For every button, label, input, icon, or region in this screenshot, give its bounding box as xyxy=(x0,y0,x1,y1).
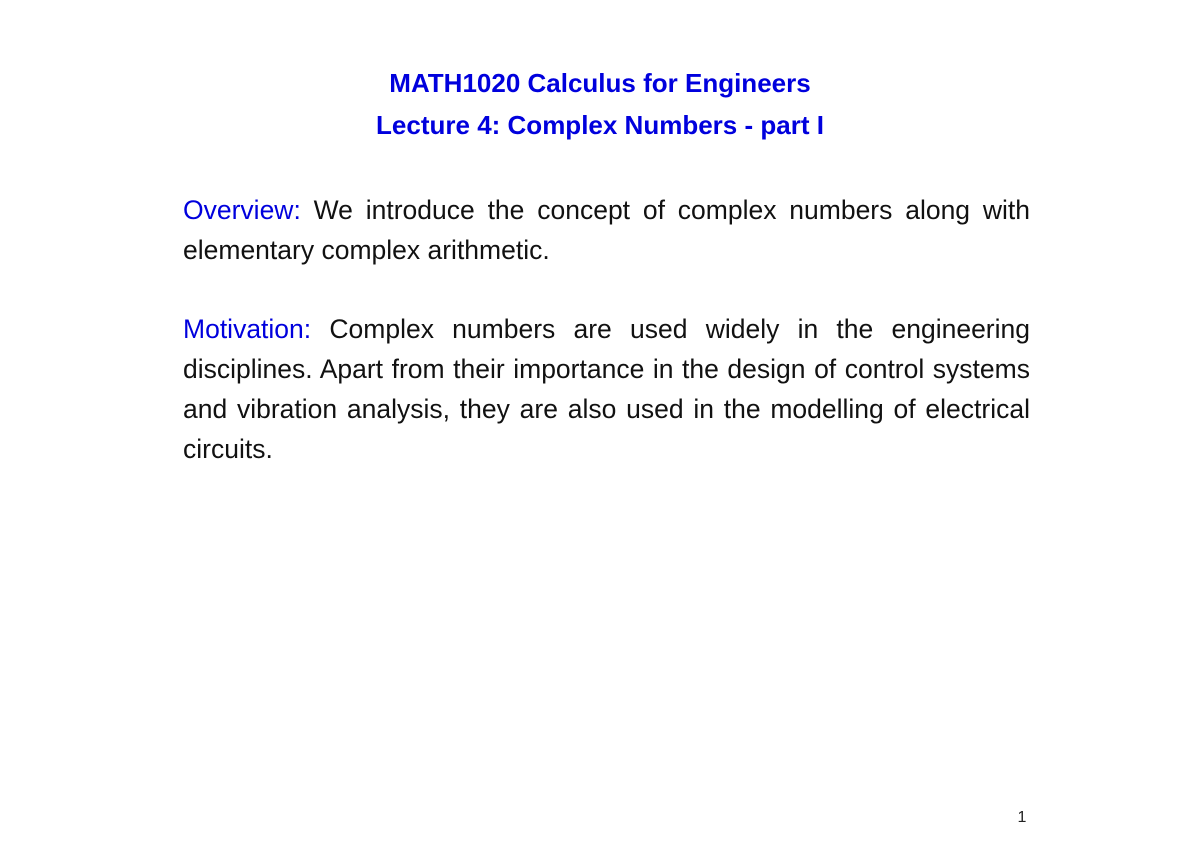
page-number: 1 xyxy=(1017,809,1027,826)
motivation-paragraph xyxy=(183,309,1030,469)
overview-label: Overview: xyxy=(183,195,301,225)
course-title: MATH1020 Calculus for Engineers xyxy=(389,68,811,98)
lecture-title: Lecture 4: Complex Numbers - part I xyxy=(376,110,824,140)
slide-title-block xyxy=(0,62,1200,146)
overview-paragraph xyxy=(183,190,1030,270)
motivation-label: Motivation: xyxy=(183,314,312,344)
overview-text: We introduce the concept of complex numbers along with elementary complex arithmetic. xyxy=(183,195,1030,265)
motivation-text: Complex numbers are used widely in the engineering disciplines. Apart from their importance in the design of control systems and vibration analysis, they are also used in the modelling of electrical circuits. xyxy=(183,314,1030,464)
